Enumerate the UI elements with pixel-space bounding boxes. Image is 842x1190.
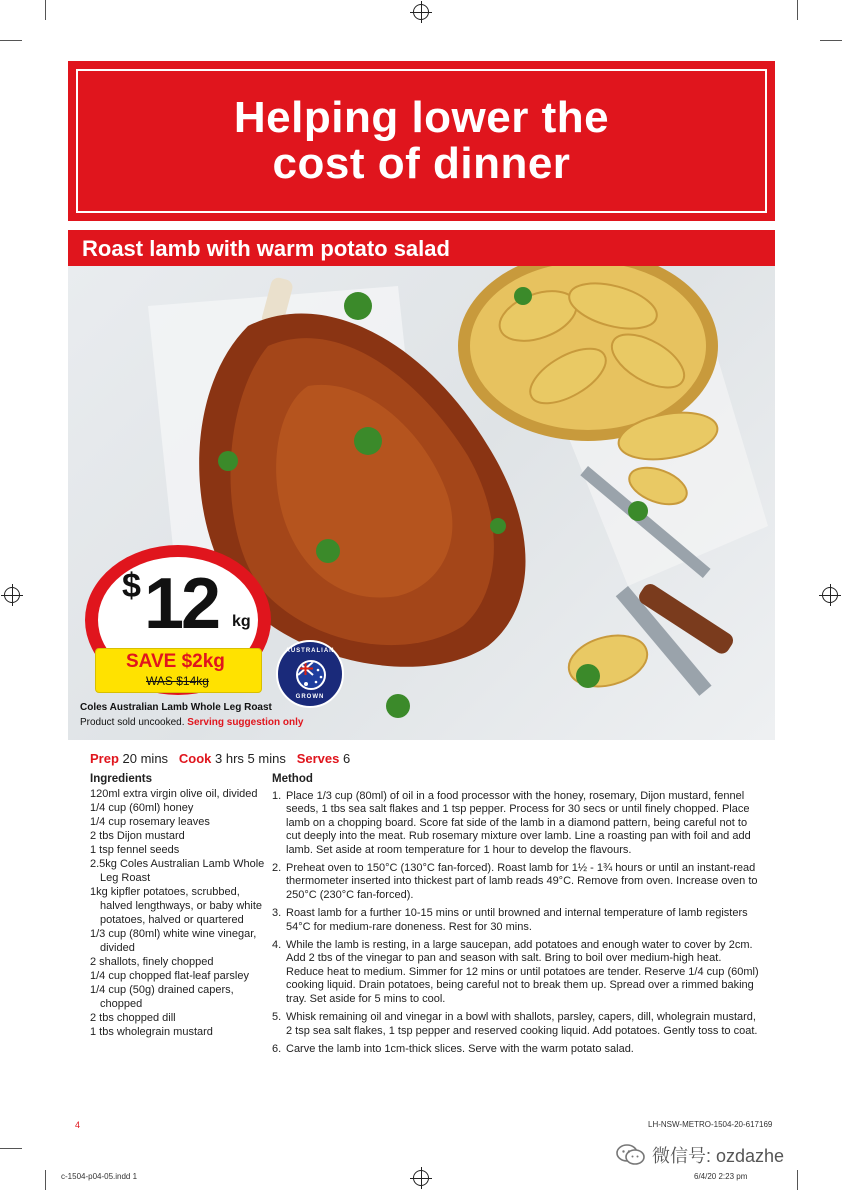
ingredient-item: 120ml extra virgin olive oil, divided: [90, 788, 258, 800]
method-step: [272, 1011, 760, 1038]
step-number: 6.: [272, 1042, 282, 1055]
headline-line-2: cost of dinner: [272, 139, 571, 188]
step-number: 5.: [272, 1011, 282, 1024]
australian-flag-icon: [296, 660, 326, 690]
headline-banner: [68, 61, 775, 221]
crop-mark: [45, 0, 46, 20]
prep-value: 20 mins: [122, 751, 169, 766]
ingredient-item: 1kg kipfler potatoes, scrubbed, halved lengthways, or baby white potatoes, halved or quartered: [90, 886, 263, 926]
crop-mark: [45, 1170, 46, 1190]
cook-label: Cook: [178, 751, 212, 766]
headline: [234, 95, 609, 187]
crop-mark: [797, 0, 798, 20]
step-text: While the lamb is resting, in a large saucepan, add potatoes and enough water to cover by 2cm. Add 2 tbs of the vinegar to pan and season with salt. Bring to boil over medium-high heat. Reduce heat to medium. Simmer for 12 mins or until potatoes are tender. Reserve 1/4 cup (60ml) cooking liquid. Drain potatoes, being careful not to break them up. Spread over a rimmed baking tray. Set aside for 5 mins to cool.: [286, 939, 759, 1005]
method-heading: Method: [272, 773, 313, 785]
step-number: 2.: [272, 862, 282, 875]
file-name: c-1504-p04-05.indd 1: [61, 1172, 138, 1181]
crop-mark: [820, 40, 842, 41]
prep-label: Prep: [90, 751, 119, 766]
step-number: 1.: [272, 790, 282, 802]
step-text: Whisk remaining oil and vinegar in a bowl with shallots, parsley, capers, dill, wholegrain mustard, 2 tsp sea salt flakes, 1 tsp pepper and reserved cooking liquid. Add potatoes. Gently toss to coat.: [286, 1011, 758, 1037]
step-number: 3.: [272, 907, 282, 920]
step-text: Carve the lamb into 1cm-thick slices. Serve with the warm potato salad.: [286, 1042, 634, 1055]
registration-mark-right: [822, 587, 838, 603]
product-note-text: Product sold uncooked.: [80, 717, 185, 728]
product-name: Coles Australian Lamb Whole Leg Roast: [80, 702, 272, 713]
registration-mark-bottom: [413, 1170, 429, 1186]
price-unit: kg: [232, 613, 251, 630]
registration-mark-top: [413, 4, 429, 20]
ingredient-item: 1/3 cup (80ml) white wine vinegar, divided: [90, 928, 257, 954]
price-currency: $: [122, 567, 141, 605]
crop-mark: [797, 1170, 798, 1190]
method-step: [272, 939, 760, 1006]
job-code: LH-NSW-METRO-1504-20-617169: [648, 1120, 773, 1129]
ingredient-item: 2.5kg Coles Australian Lamb Whole Leg Roast: [90, 858, 265, 884]
save-badge: [95, 648, 262, 693]
crop-mark: [0, 40, 22, 41]
method-step: [272, 907, 760, 934]
save-amount: SAVE $2kg: [126, 651, 225, 672]
wechat-watermark: [616, 1142, 784, 1168]
date-time: 6/4/20 2:23 pm: [694, 1172, 748, 1181]
australian-grown-badge: [276, 640, 344, 708]
ingredient-item: 1/4 cup (50g) drained capers, chopped: [90, 984, 234, 1010]
serves-value: 6: [342, 751, 351, 766]
method-step: [272, 862, 760, 902]
badge-top-text: AUSTRALIAN: [285, 648, 335, 654]
recipe-title: Roast lamb with warm potato salad: [82, 236, 450, 261]
ingredient-item: 1/4 cup rosemary leaves: [90, 816, 210, 828]
serving-suggestion: Serving suggestion only: [187, 717, 304, 728]
watermark-text: 微信号: ozdazhe: [652, 1146, 785, 1166]
recipe-meta: [90, 751, 350, 766]
ingredient-item: 2 tbs Dijon mustard: [90, 830, 185, 842]
crop-mark: [0, 1148, 22, 1149]
price-amount: 12: [144, 564, 219, 644]
method-list: [272, 790, 760, 1061]
step-text: Preheat oven to 150°C (130°C fan-forced). Roast lamb for 1½ - 1¾ hours or until an instant-read thermometer inserted into thickest part of lamb reads 49°C. Remove from oven. Increase oven to 250°C (230°C fan-forced).: [286, 862, 758, 901]
ingredient-item: 1 tsp fennel seeds: [90, 844, 180, 856]
ingredient-item: 1 tbs wholegrain mustard: [90, 1026, 213, 1038]
headline-line-1: Helping lower the: [233, 93, 610, 142]
page-number: 4: [75, 1120, 81, 1130]
was-price: WAS $14kg: [146, 674, 209, 688]
ingredients-heading: Ingredients: [90, 773, 152, 785]
product-note: [80, 717, 303, 728]
ingredient-item: 1/4 cup (60ml) honey: [90, 802, 194, 814]
ingredient-item: 1/4 cup chopped flat-leaf parsley: [90, 970, 249, 982]
serves-label: Serves: [296, 751, 340, 766]
step-text: Roast lamb for a further 10-15 mins or until browned and internal temperature of lamb registers 54°C for medium-rare doneness. Rest for 30 mins.: [286, 907, 748, 933]
cook-value: 3 hrs 5 mins: [215, 751, 286, 766]
step-text: Place 1/3 cup (80ml) of oil in a food processor with the honey, rosemary, Dijon mustard, fennel seeds, 1 tbs sea salt flakes and 1 tsp pepper. Process for 30 secs or until finely chopped. Place lamb on a chopping board. Score fat side of the lamb in a diamond pattern, being careful not to cut deeply into the meat. Rub rosemary mixture over lamb. Line a roasting pan with foil and add lamb. Set aside at room temperature for 1 hour to develop the flavours.: [286, 790, 751, 856]
badge-bottom-text: GROWN: [295, 694, 325, 700]
method-step: [272, 790, 760, 857]
ingredient-item: 2 tbs chopped dill: [90, 1012, 176, 1024]
step-number: 4.: [272, 939, 282, 952]
registration-mark-left: [4, 587, 20, 603]
method-step: [272, 1043, 760, 1056]
ingredients-list: [90, 787, 265, 1039]
ingredient-item: 2 shallots, finely chopped: [90, 956, 214, 968]
headline-frame: [76, 69, 767, 213]
recipe-title-bar: [68, 230, 775, 266]
wechat-icon: [616, 1144, 646, 1166]
